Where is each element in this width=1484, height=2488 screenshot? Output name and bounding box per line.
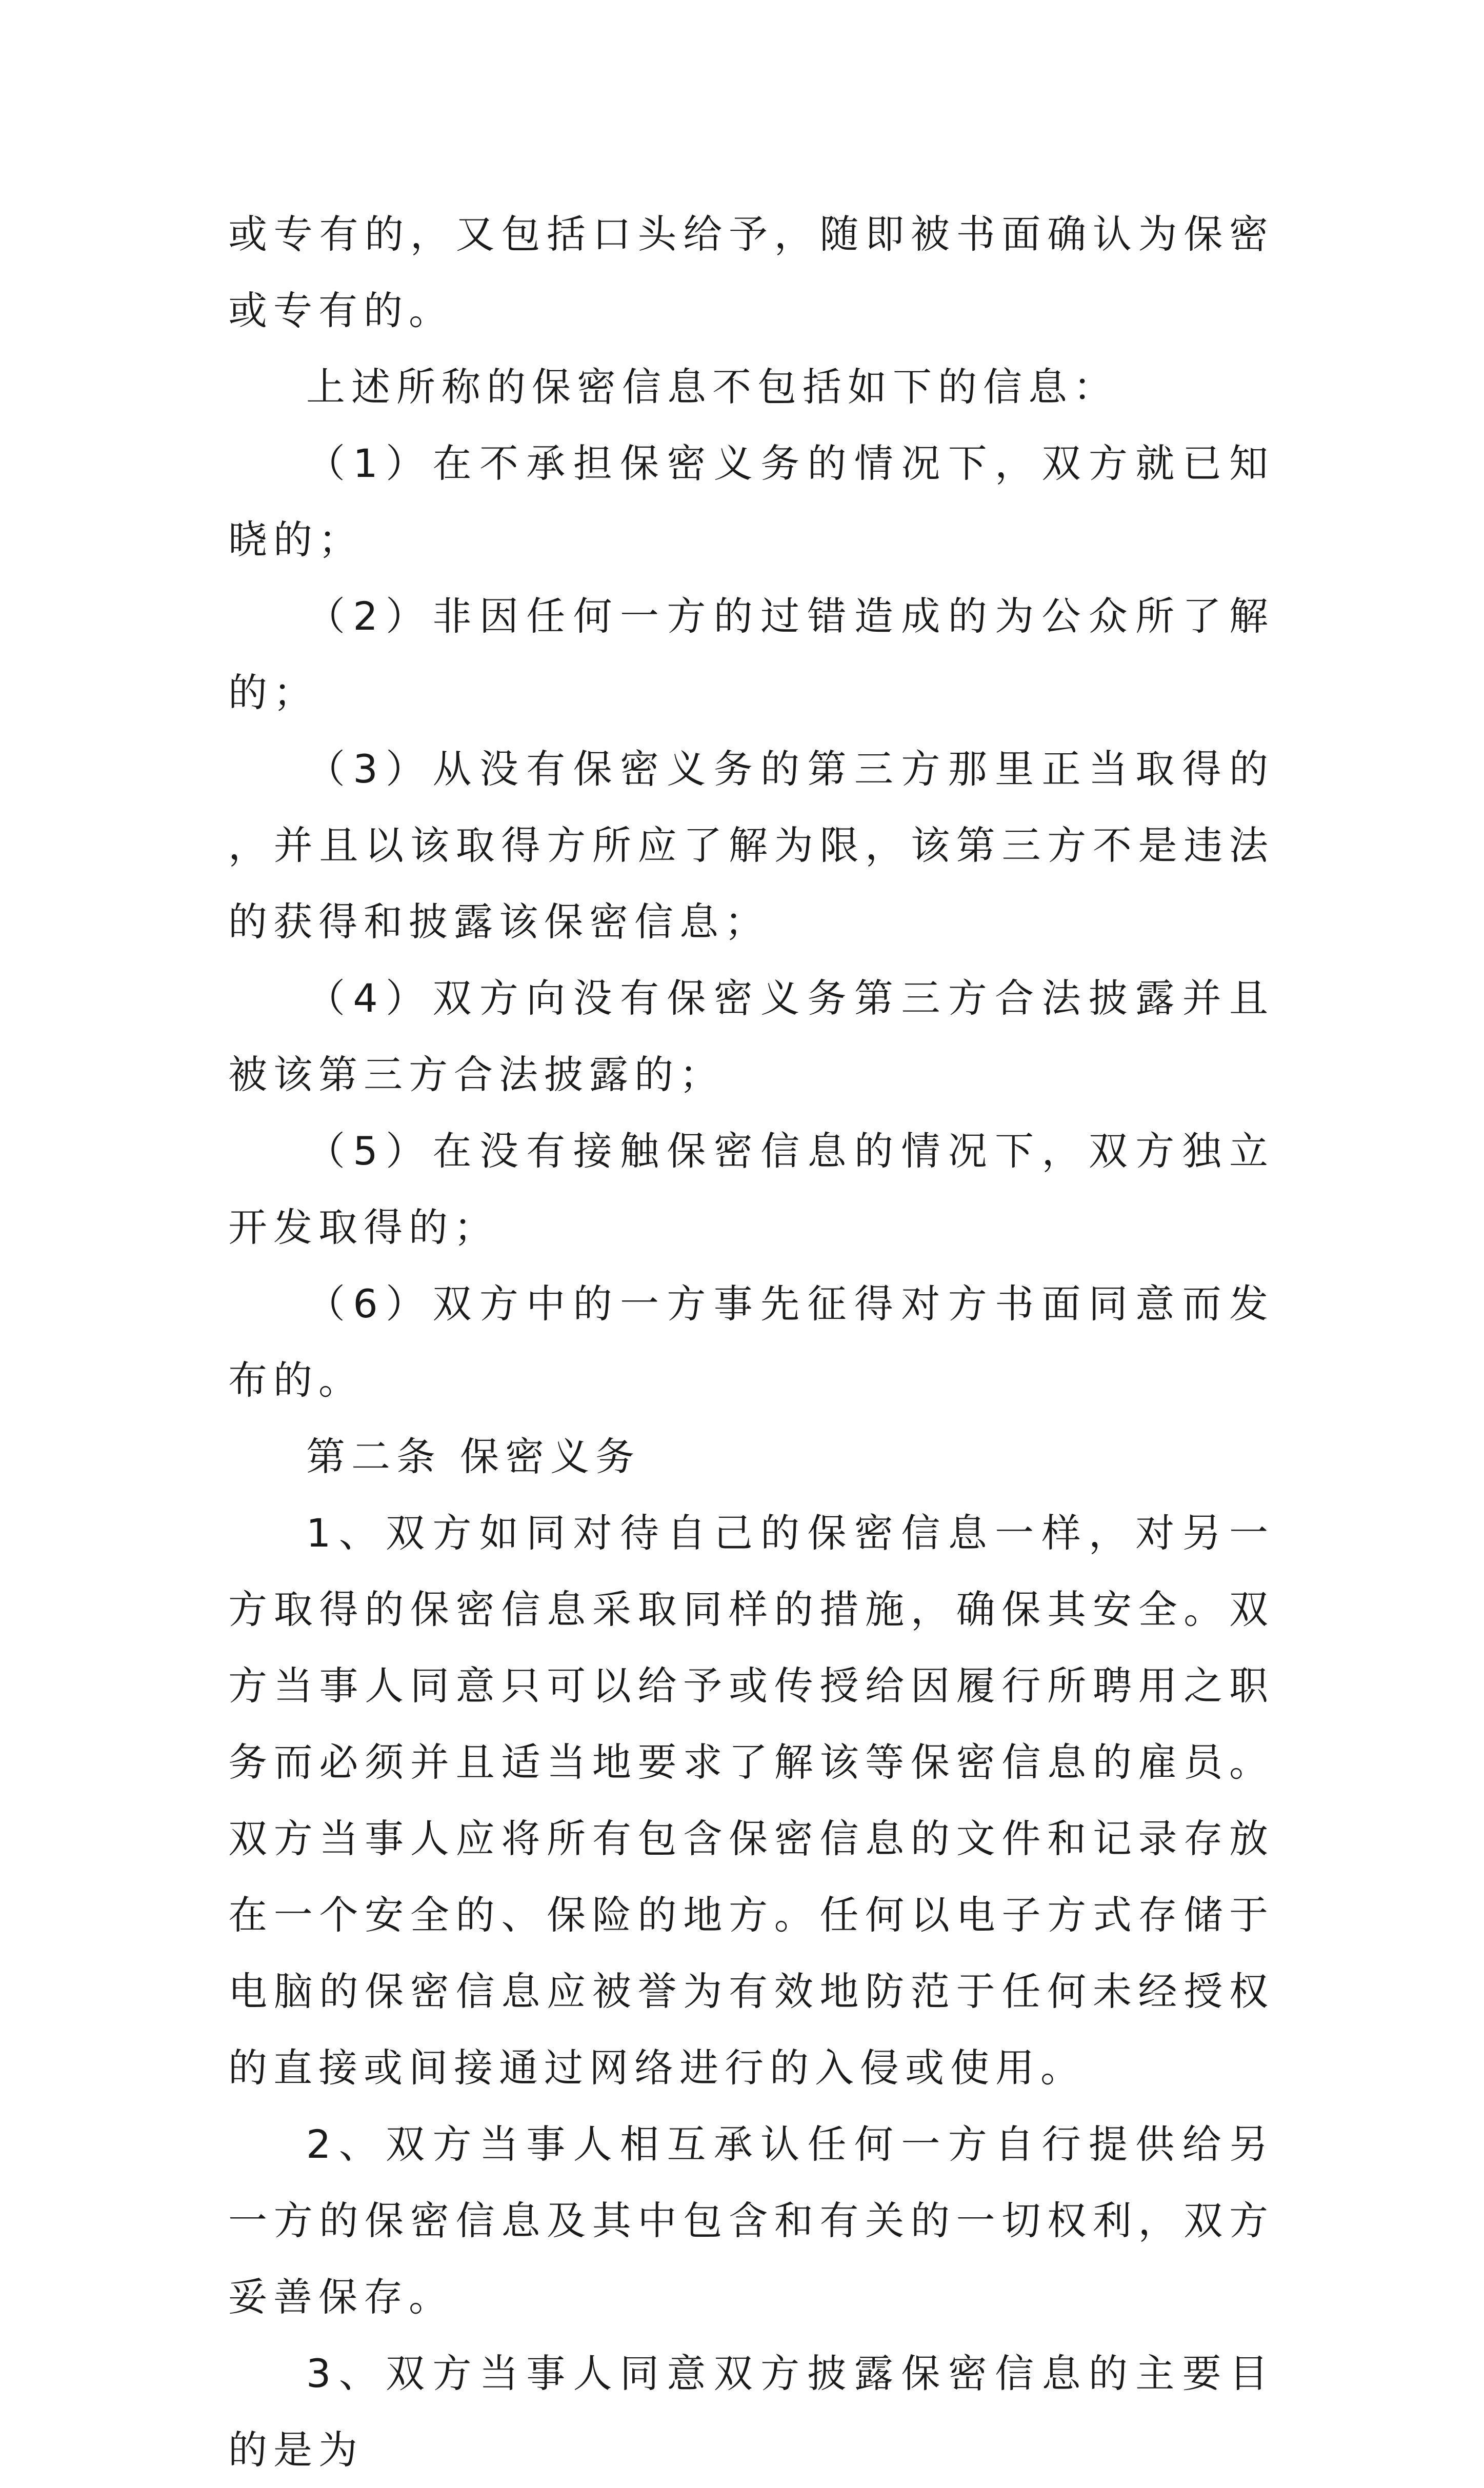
paragraph: 1、双方如同对待自己的保密信息一样，对另一方取得的保密信息采取同样的措施，确保其安全。双方当事人同意只可以给予或传授给因履行所聘用之职务而必须并且适当地要求了解该等保密信息的雇员。双方当事人应将所有包含保密信息的文件和记录存放在一个安全的、保险的地方。任何以电子方式存储于电脑的保密信息应被誉为有效地防范于任何未经授权的直接或间接通过网络进行的入侵或使用。	[228, 1510, 1274, 2091]
document-body	[228, 196, 1274, 2488]
list-item: （5）在没有接触保密信息的情况下，双方独立开发取得的；	[228, 1128, 1274, 1250]
paragraph: 3、双方当事人同意双方披露保密信息的主要目的是为	[228, 2351, 1274, 2473]
list-item: （1）在不承担保密义务的情况下，双方就已知晓的；	[228, 440, 1274, 563]
paragraph: 2、双方当事人相互承认任何一方自行提供给另一方的保密信息及其中包含和有关的一切权利，双方妥善保存。	[228, 2121, 1274, 2320]
paragraph: 上述所称的保密信息不包括如下的信息：	[306, 364, 1118, 410]
section-heading: 第二条 保密义务	[306, 1434, 641, 1479]
list-item: （4）双方向没有保密义务第三方合法披露并且被该第三方合法披露的；	[228, 975, 1274, 1097]
list-item: （3）从没有保密义务的第三方那里正当取得的，并且以该取得方所应了解为限，该第三方不是违法的获得和披露该保密信息；	[228, 746, 1274, 945]
list-item: （2）非因任何一方的过错造成的为公众所了解的；	[228, 593, 1274, 715]
list-item: （6）双方中的一方事先征得对方书面同意而发布的。	[228, 1281, 1274, 1403]
paragraph: 或专有的，又包括口头给予，随即被书面确认为保密或专有的。	[228, 211, 1274, 333]
